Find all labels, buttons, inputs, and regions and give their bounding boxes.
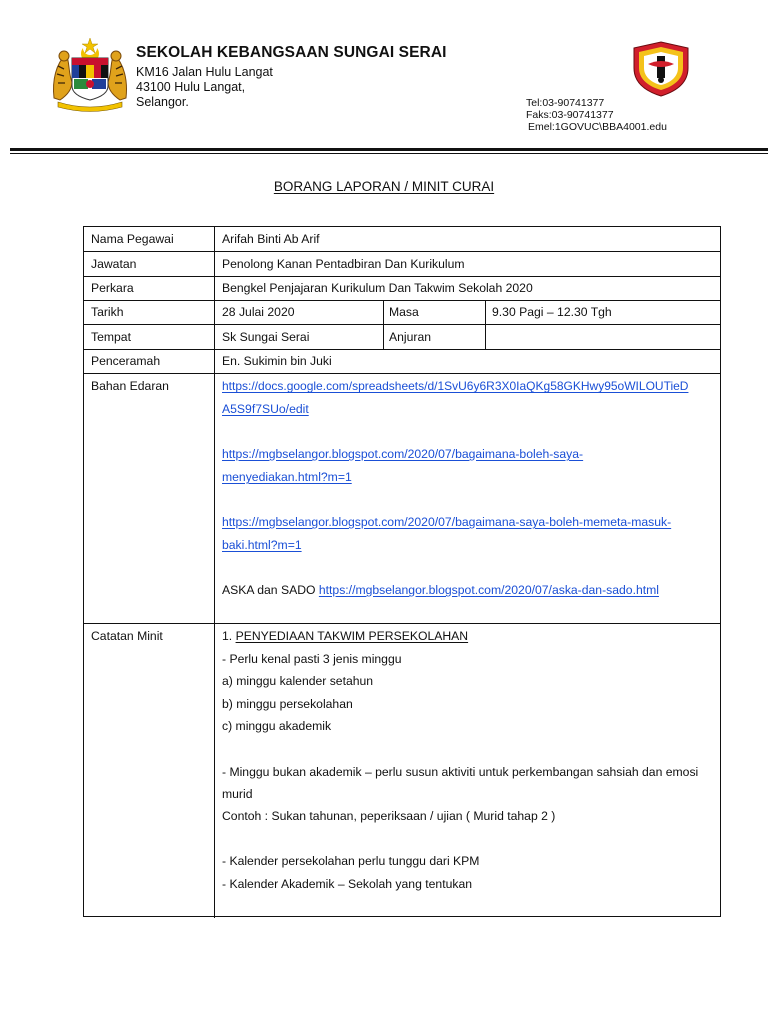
row-divider <box>84 251 720 252</box>
column-divider <box>383 300 384 349</box>
row-divider <box>84 349 720 350</box>
minit-line-5b: murid <box>222 787 253 801</box>
value-tarikh: 28 Julai 2020 <box>222 305 295 319</box>
minit-line-2: a) minggu kalender setahun <box>222 674 374 688</box>
label-nama-pegawai: Nama Pegawai <box>91 232 174 246</box>
aska-sado-line <box>222 583 659 597</box>
school-name: SEKOLAH KEBANGSAAN SUNGAI SERAI <box>136 44 447 61</box>
row-divider <box>84 276 720 277</box>
column-divider <box>214 227 215 918</box>
header-divider-thin <box>10 153 768 154</box>
minit-line-1: - Perlu kenal pasti 3 jenis minggu <box>222 652 402 666</box>
fax-number: Faks:03-90741377 <box>526 109 614 121</box>
link-memeta-line-1[interactable]: https://mgbselangor.blogspot.com/2020/07/bagaimana-saya-boleh-memeta-masuk- <box>222 515 672 529</box>
link-spreadsheet-line-1[interactable]: https://docs.google.com/spreadsheets/d/1SvU6y6R3X0IaQKg58GKHwy95oWILOUTieD <box>222 379 689 393</box>
minit-line-4: c) minggu akademik <box>222 719 332 733</box>
column-divider <box>485 300 486 349</box>
row-divider <box>84 373 720 374</box>
label-jawatan: Jawatan <box>91 257 137 271</box>
link-spreadsheet-line-2[interactable]: A5S9f7SUo/edit <box>222 402 309 416</box>
minit-heading-number: 1. <box>222 629 236 643</box>
link-memeta-line-2[interactable]: baki.html?m=1 <box>222 538 302 552</box>
minit-line-6: Contoh : Sukan tahunan, peperiksaan / ujian ( Murid tahap 2 ) <box>222 809 556 823</box>
value-nama-pegawai: Arifah Binti Ab Arif <box>222 232 320 246</box>
minit-line-5a: - Minggu bukan akademik – perlu susun aktiviti untuk perkembangan sahsiah dan emosi <box>222 765 699 779</box>
label-penceramah: Penceramah <box>91 354 161 368</box>
aska-sado-prefix: ASKA dan SADO <box>222 583 319 597</box>
minit-heading-text: PENYEDIAAN TAKWIM PERSEKOLAHAN <box>235 629 469 643</box>
address-line-2: 43100 Hulu Langat, <box>136 80 246 94</box>
email-address: Emel:1GOVUC\BBA4001.edu <box>528 121 667 133</box>
label-bahan-edaran: Bahan Edaran <box>91 379 169 393</box>
label-perkara: Perkara <box>91 281 134 295</box>
row-divider <box>84 623 720 624</box>
minit-line-8: - Kalender Akademik – Sekolah yang tentukan <box>222 877 473 891</box>
row-divider <box>84 324 720 325</box>
telephone-number: Tel:03-90741377 <box>526 97 605 109</box>
label-tarikh: Tarikh <box>91 305 124 319</box>
link-aska-sado[interactable]: https://mgbselangor.blogspot.com/2020/07/aska-dan-sado.html <box>318 583 659 597</box>
malaysia-coat-of-arms-icon <box>50 36 130 112</box>
address-line-3: Selangor. <box>136 95 189 109</box>
address-line-1: KM16 Jalan Hulu Langat <box>136 65 273 79</box>
link-menyediakan-line-1[interactable]: https://mgbselangor.blogspot.com/2020/07/bagaimana-boleh-saya- <box>222 447 584 461</box>
value-perkara: Bengkel Penjajaran Kurikulum Dan Takwim Sekolah 2020 <box>222 281 533 295</box>
label-tempat: Tempat <box>91 330 131 344</box>
header-divider-thick <box>10 148 768 151</box>
label-masa: Masa <box>389 305 419 319</box>
value-jawatan: Penolong Kanan Pentadbiran Dan Kurikulum <box>222 257 465 271</box>
school-logo-icon <box>630 40 692 98</box>
value-tempat: Sk Sungai Serai <box>222 330 310 344</box>
report-table <box>83 226 721 917</box>
minit-heading <box>222 629 468 643</box>
link-menyediakan-line-2[interactable]: menyediakan.html?m=1 <box>222 470 352 484</box>
value-penceramah: En. Sukimin bin Juki <box>222 354 332 368</box>
minit-line-7: - Kalender persekolahan perlu tunggu dari KPM <box>222 854 480 868</box>
value-masa: 9.30 Pagi – 12.30 Tgh <box>492 305 612 319</box>
row-divider <box>84 300 720 301</box>
label-anjuran: Anjuran <box>389 330 432 344</box>
form-title <box>0 179 768 194</box>
form-title-text: BORANG LAPORAN / MINIT CURAI <box>273 179 495 194</box>
label-catatan-minit: Catatan Minit <box>91 629 163 643</box>
minit-line-3: b) minggu persekolahan <box>222 697 353 711</box>
